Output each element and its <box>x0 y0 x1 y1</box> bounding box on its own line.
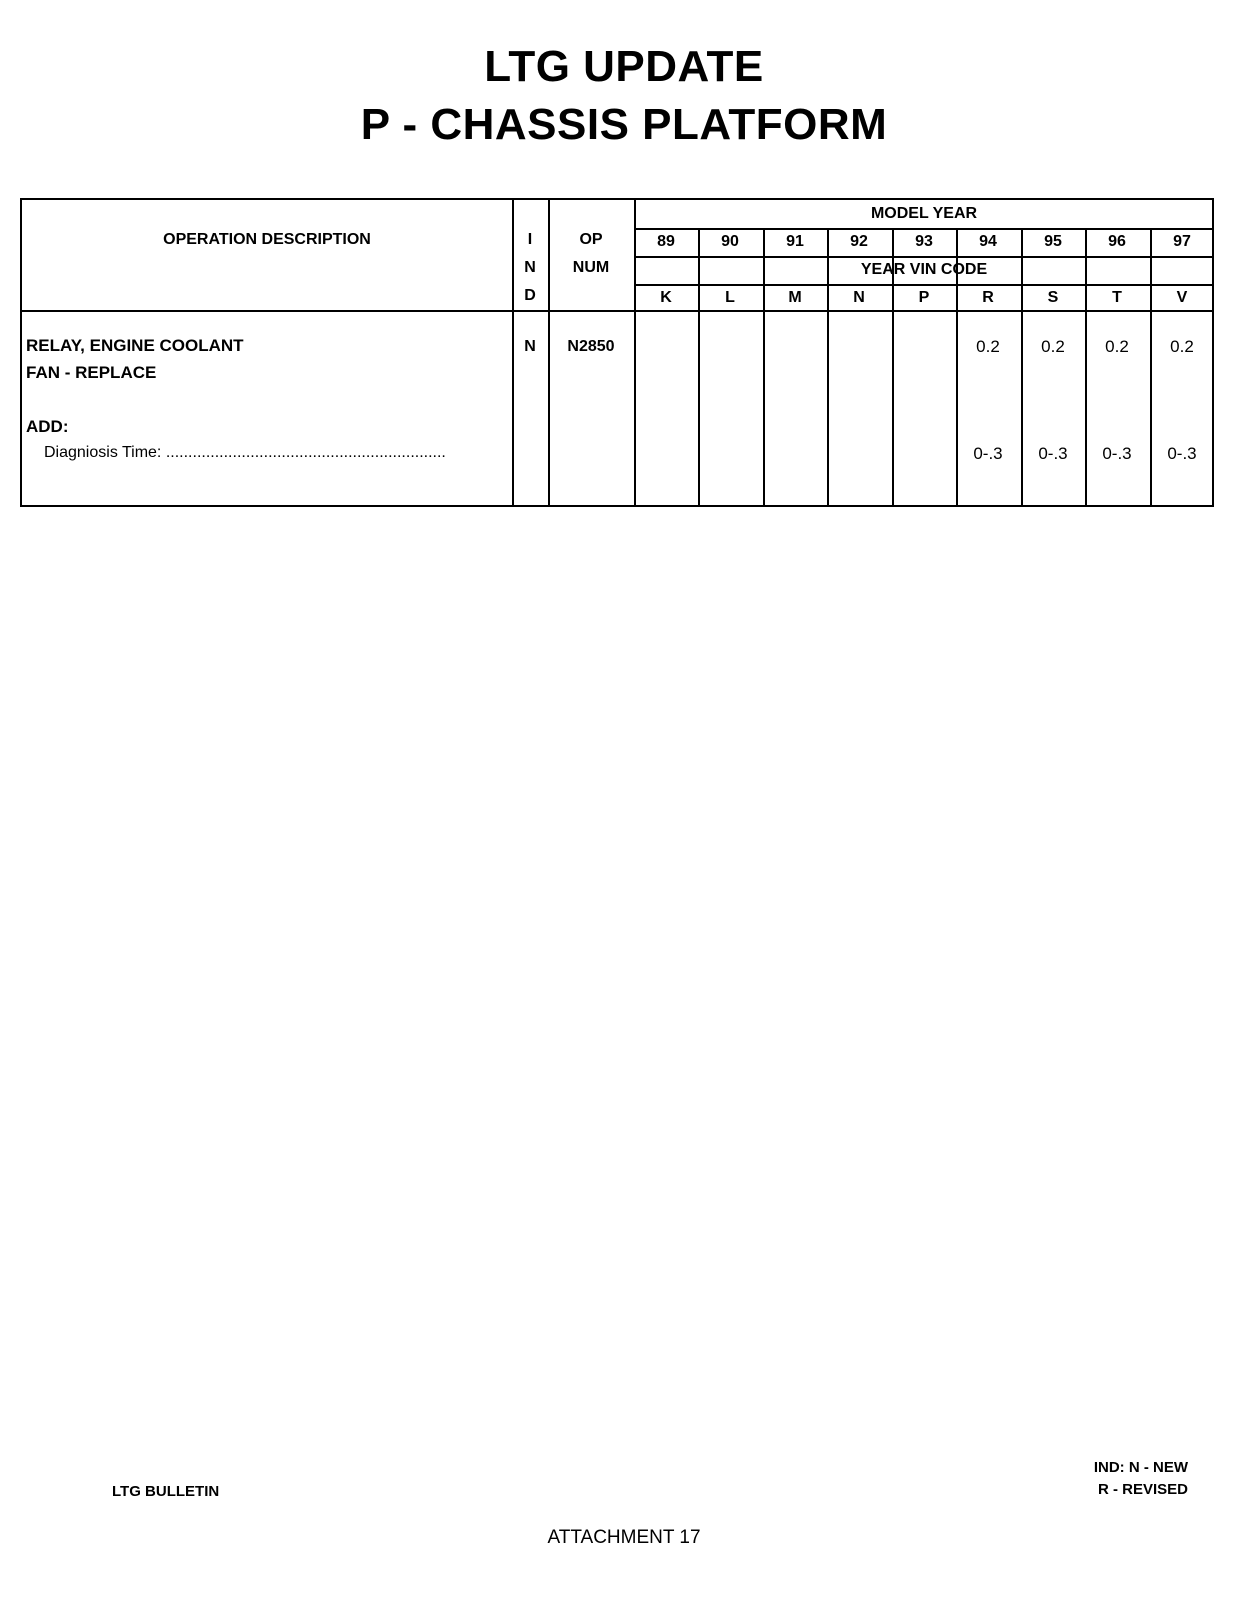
row-description-line1: RELAY, ENGINE COOLANT <box>26 336 244 355</box>
ind-header-n: N <box>524 259 536 276</box>
year-col-divider-body <box>763 312 765 505</box>
year-header-90: 90 <box>721 233 739 250</box>
labor-time-value: 0.2 <box>1105 337 1129 356</box>
vin-code-N: N <box>853 289 865 306</box>
year-header-93: 93 <box>915 233 933 250</box>
year-header-91: 91 <box>786 233 804 250</box>
labor-time-value: 0.2 <box>1170 337 1194 356</box>
year-header-96: 96 <box>1108 233 1126 250</box>
year-header-94: 94 <box>979 233 997 250</box>
vin-code-K: K <box>660 289 672 306</box>
diagnosis-time-value: 0-.3 <box>973 444 1003 463</box>
year-col-divider-body <box>892 312 894 505</box>
row-description-line2: FAN - REPLACE <box>26 363 157 382</box>
page-subtitle: P - CHASSIS PLATFORM <box>360 100 888 149</box>
header-divider <box>22 310 1212 312</box>
model-year-header: MODEL YEAR <box>870 205 978 222</box>
vin-code-T: T <box>1112 289 1122 306</box>
labor-time-table <box>20 198 1214 507</box>
diagnosis-time-value: 0-.3 <box>1038 444 1068 463</box>
num-header: NUM <box>572 259 610 276</box>
diagnosis-time-value: 0-.3 <box>1167 444 1197 463</box>
op-header: OP <box>579 231 603 248</box>
labor-time-value: 0.2 <box>1041 337 1065 356</box>
page-title: LTG UPDATE <box>484 42 764 91</box>
ind-header-d: D <box>524 287 536 304</box>
model-year-divider <box>634 228 1212 230</box>
vin-code-V: V <box>1176 289 1188 306</box>
year-header-89: 89 <box>657 233 675 250</box>
year-col-divider-body <box>698 312 700 505</box>
vin-code-L: L <box>725 289 735 306</box>
year-col-divider-body <box>827 312 829 505</box>
footer-bulletin: LTG BULLETIN <box>112 1483 220 1500</box>
footer-attachment: ATTACHMENT 17 <box>547 1527 701 1548</box>
vin-code-M: M <box>788 289 802 306</box>
vin-code-S: S <box>1047 289 1059 306</box>
row-add-label: ADD: <box>26 417 69 436</box>
row-add-item: Diagniosis Time: ............................................................... <box>44 444 446 461</box>
vin-label-divider <box>634 284 1212 286</box>
ind-header-i: I <box>527 231 533 248</box>
year-header-92: 92 <box>850 233 868 250</box>
labor-time-value: 0.2 <box>976 337 1000 356</box>
diagnosis-time-value: 0-.3 <box>1102 444 1132 463</box>
year-header-97: 97 <box>1173 233 1191 250</box>
year-vin-code-header: YEAR VIN CODE <box>860 261 988 278</box>
row-ind: N <box>524 338 536 355</box>
years-divider <box>634 256 1212 258</box>
operation-description-header: OPERATION DESCRIPTION <box>163 231 371 248</box>
vin-code-P: P <box>918 289 930 306</box>
legend-line1: IND: N - NEW <box>1093 1459 1188 1476</box>
year-header-95: 95 <box>1044 233 1062 250</box>
legend-line2: R - REVISED <box>1097 1481 1188 1498</box>
row-op-num: N2850 <box>567 338 615 355</box>
vin-code-R: R <box>982 289 994 306</box>
